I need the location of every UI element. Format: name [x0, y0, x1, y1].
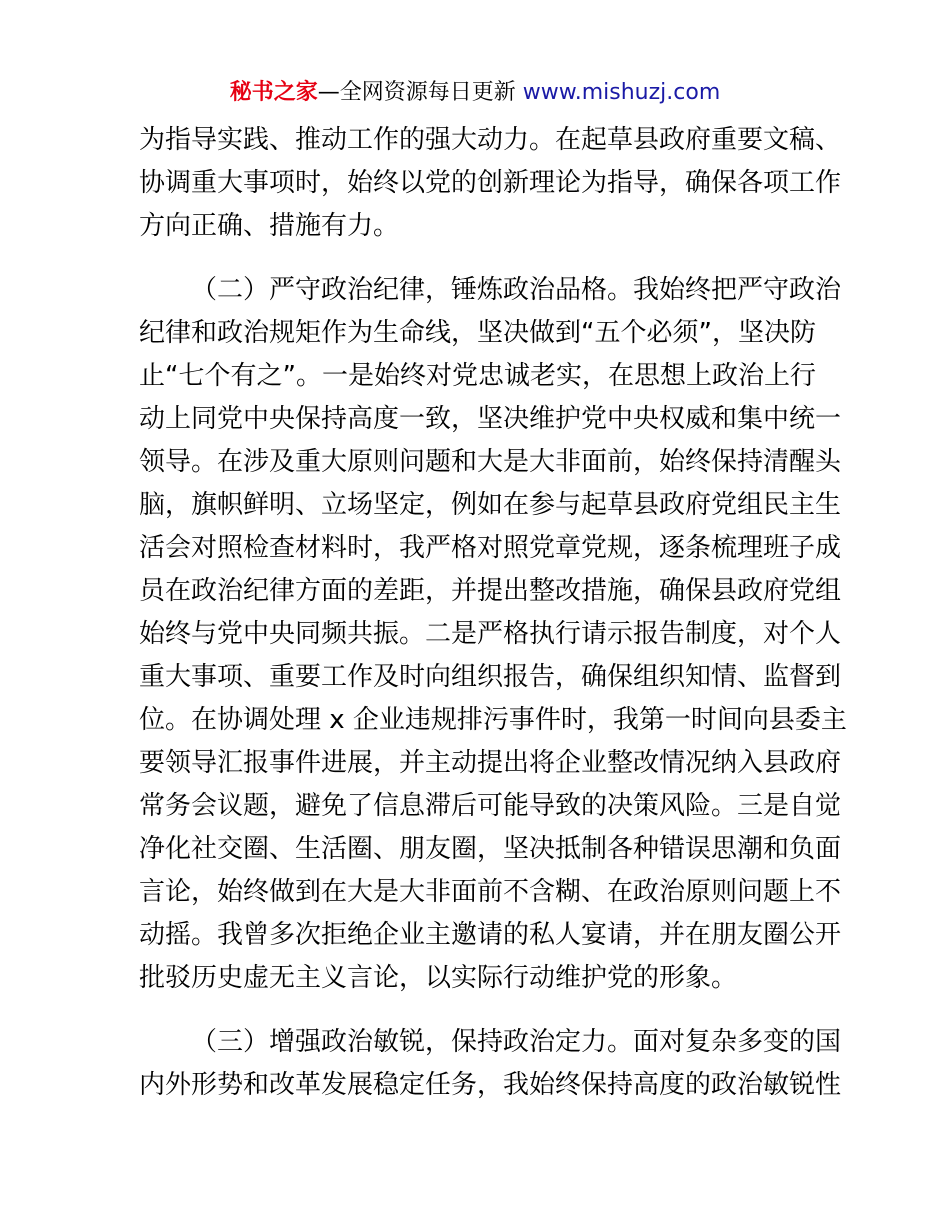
text-line: 净化社交圈、生活圈、朋友圈，坚决抵制各种错误思潮和负面 — [139, 834, 842, 864]
document-body — [139, 119, 847, 1107]
text-line: 始终与党中央同频共振。二是严格执行请示报告制度，对个人 — [139, 619, 842, 649]
paragraph-gap — [139, 248, 815, 269]
header-brand: 秘书之家 — [229, 80, 318, 105]
text-line: 批驳历史虚无主义言论，以实际行动维护党的形象。 — [139, 963, 738, 993]
header-url[interactable]: www.mishuzj.com — [522, 80, 721, 105]
text-line: 为指导实践、推动工作的强大动力。在起草县政府重要文稿、 — [139, 125, 842, 155]
paragraph-1 — [139, 119, 842, 248]
text-line: 纪律和政治规矩作为生命线，坚决做到“五个必须”，坚决防 — [139, 318, 816, 348]
text-line: 位。在协调处理 x 企业违规排污事件时，我第一时间向县委主 — [139, 705, 847, 735]
text-line: 方向正确、措施有力。 — [139, 211, 400, 241]
paragraph-2 — [139, 269, 847, 1000]
text-line: 动上同党中央保持高度一致，坚决维护党中央权威和集中统一 — [139, 404, 842, 434]
text-line: 要领导汇报事件进展，并主动提出将企业整改情况纳入县政府 — [139, 748, 842, 778]
paragraph-gap — [139, 1000, 815, 1021]
text-line: 活会对照检查材料时，我严格对照党章党规，逐条梳理班子成 — [139, 533, 842, 563]
text-line: （三）增强政治敏锐，保持政治定力。面对复杂多变的国 — [191, 1027, 842, 1057]
text-line: 常务会议题，避免了信息滞后可能导致的决策风险。三是自觉 — [139, 791, 842, 821]
text-line: （二）严守政治纪律，锤炼政治品格。我始终把严守政治 — [191, 275, 842, 305]
text-line: 内外形势和改革发展稳定任务，我始终保持高度的政治敏锐性 — [139, 1070, 842, 1100]
text-line: 员在政治纪律方面的差距，并提出整改措施，确保县政府党组 — [139, 576, 842, 606]
text-line: 止“七个有之”。一是始终对党忠诚老实，在思想上政治上行 — [139, 361, 816, 391]
text-line: 言论，始终做到在大是大非面前不含糊、在政治原则问题上不 — [139, 877, 842, 907]
text-line: 脑，旗帜鲜明、立场坚定，例如在参与起草县政府党组民主生 — [139, 490, 842, 520]
page-header — [0, 78, 950, 108]
text-line: 领导。在涉及重大原则问题和大是大非面前，始终保持清醒头 — [139, 447, 842, 477]
text-line: 协调重大事项时，始终以党的创新理论为指导，确保各项工作 — [139, 168, 842, 198]
paragraph-3 — [139, 1021, 842, 1107]
text-line: 动摇。我曾多次拒绝企业主邀请的私人宴请，并在朋友圈公开 — [139, 920, 842, 950]
text-line: 重大事项、重要工作及时向组织报告，确保组织知情、监督到 — [139, 662, 842, 692]
header-tagline: —全网资源每日更新 — [317, 80, 523, 105]
